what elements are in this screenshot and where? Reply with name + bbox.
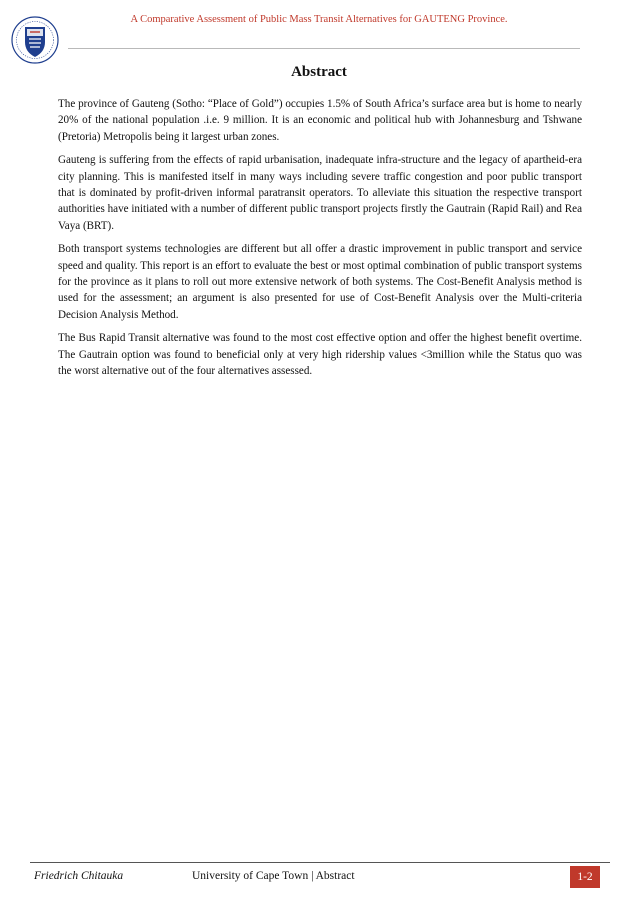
section-heading: Abstract [291,64,347,80]
paragraph-3: Both transport systems technologies are different but all offer a drastic improvement in public transport and service speed and quality. This report is an effort to evaluate the best or most optimal combination of public transport systems for the province as it plans to roll out more extensive network of both systems. The Cost-Benefit Analysis method is used for the assessment; an argument is also presented for use of Cost-Benefit Analysis over the Multi-criteria Decision Analysis Method. [58,243,582,321]
abstract-body [58,96,582,387]
paragraph-2: Gauteng is suffering from the effects of rapid urbanisation, inadequate infra-structure and the legacy of apartheid-era city planning. This is manifested itself in many ways including severe traffic congestion and poor public transport that is dominated by profit-driven informal paratransit operators. To alleviate this situation the respective transport authorities have initiated with a number of different public transport projects firstly the Gautrain (Rapid Rail) and Rea Vaya (BRT). [58,154,582,232]
footer-divider [30,862,610,863]
page-number-badge: 1-2 [570,866,600,888]
footer-section-label: University of Cape Town | Abstract [192,870,355,882]
paragraph-4: The Bus Rapid Transit alternative was found to the most cost effective option and offer the highest benefit overtime. The Gautrain option was found to beneficial only at very high ridership values <3million while the Status quo was the worst alternative out of the four alternatives assessed. [58,332,582,378]
paragraph-1: The province of Gauteng (Sotho: “Place of Gold”) occupies 1.5% of South Africa’s surface area but is home to nearly 20% of the national population .i.e. 9 million. It is an economic and political hub with Johannesburg and Tshwane (Pretoria) Metropolis being it largest urban zones. [58,98,582,143]
header-divider [68,48,580,49]
footer-author: Friedrich Chitauka [34,870,124,882]
running-header-title: A Comparative Assessment of Public Mass Transit Alternatives for GAUTENG Province. [130,14,508,25]
